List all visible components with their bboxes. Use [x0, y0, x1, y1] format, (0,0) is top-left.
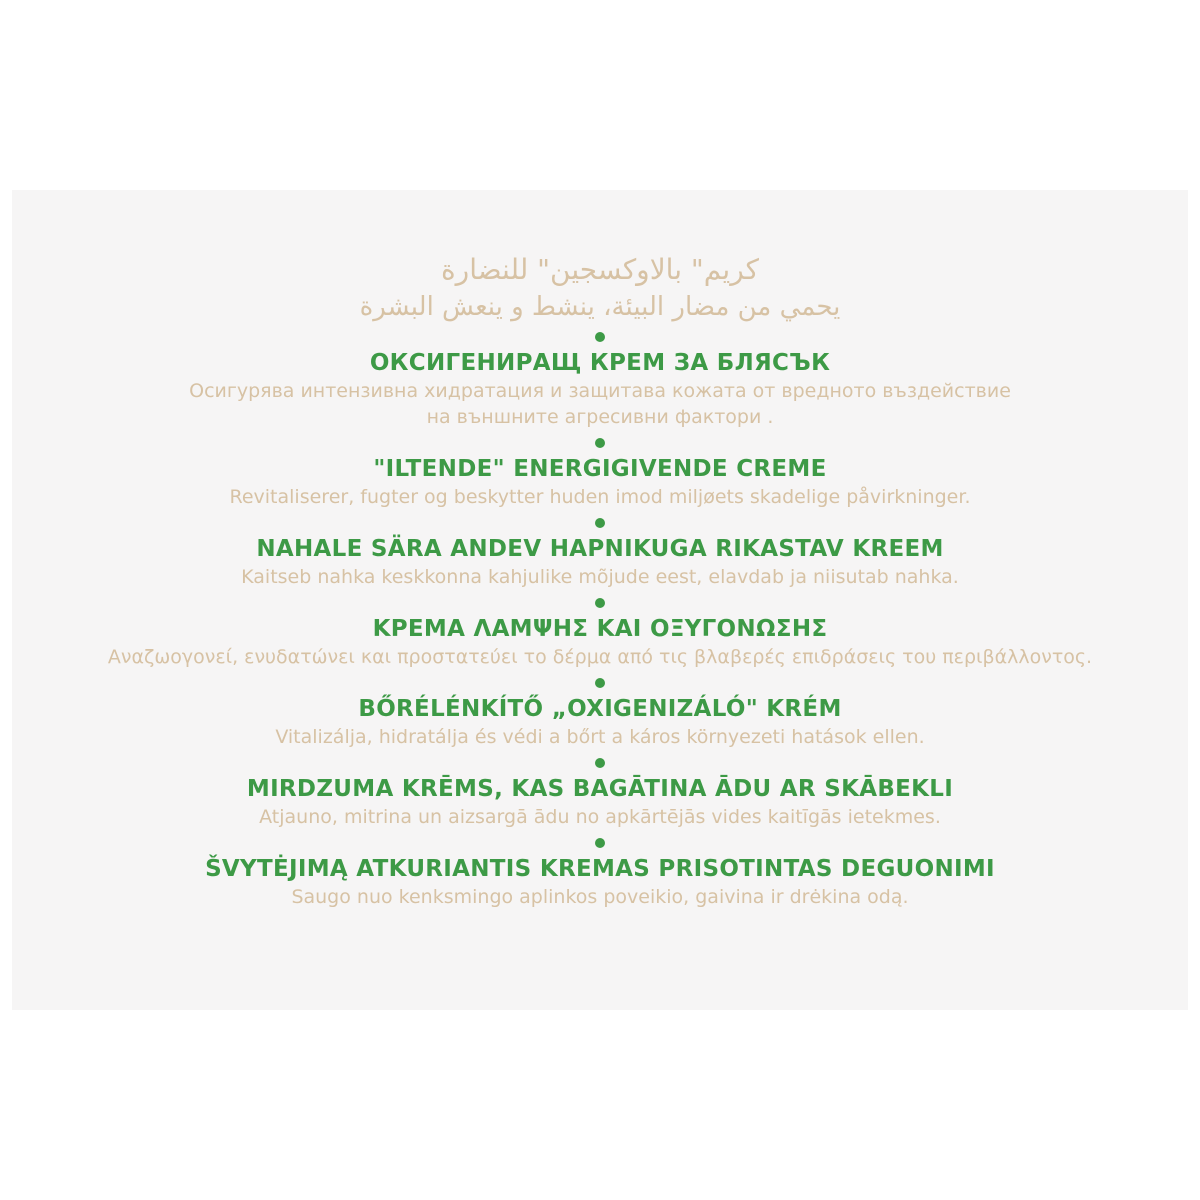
- bullet-dot-icon: [595, 598, 605, 608]
- label-content: [12, 250, 1188, 910]
- section-greek: [12, 598, 1188, 670]
- section-estonian: [12, 518, 1188, 590]
- section-latvian: [12, 758, 1188, 830]
- section-description-line: на външните агресивни фактори .: [426, 406, 774, 428]
- section-title: ŠVYTĖJIMĄ ATKURIANTIS KREMAS PRISOTINTAS DEGUONIMI: [205, 856, 995, 882]
- arabic-block: [12, 250, 1188, 324]
- section-description-line: Αναζωογονεί, ενυδατώνει και προστατεύει το δέρμα από τις βλαβερές επιδράσεις του περιβάλλοντος.: [107, 646, 1093, 668]
- bullet-dot-icon: [595, 758, 605, 768]
- section-description-line: Kaitseb nahka keskkonna kahjulike mõjude eest, elavdab ja niisutab nahka.: [241, 566, 959, 588]
- bullet-dot-icon: [595, 438, 605, 448]
- section-bulgarian: [12, 332, 1188, 430]
- arabic-title: كريم" بالاوكسجين" للنضارة: [441, 253, 759, 286]
- section-title: MIRDZUMA KRĒMS, KAS BAGĀTINA ĀDU AR SKĀBEKLI: [246, 776, 954, 802]
- section-description-line: Atjauno, mitrina un aizsargā ādu no apkārtējās vides kaitīgās ietekmes.: [259, 806, 941, 828]
- section-description-line: Saugo nuo kenksmingo aplinkos poveikio, gaivina ir drėkina odą.: [291, 886, 909, 908]
- section-title: ОКСИГЕНИРАЩ КРЕМ ЗА БЛЯСЪК: [369, 350, 831, 376]
- bullet-dot-icon: [595, 838, 605, 848]
- section-title: BŐRÉLÉNKÍTŐ „OXIGENIZÁLÓ" KRÉM: [358, 696, 842, 722]
- section-lithuanian: [12, 838, 1188, 910]
- section-danish: [12, 438, 1188, 510]
- arabic-description: يحمي من مضار البيئة، ينشط و ينعش البشرة: [359, 292, 841, 322]
- bullet-dot-icon: [595, 678, 605, 688]
- bullet-dot-icon: [595, 518, 605, 528]
- bullet-dot-icon: [595, 332, 605, 342]
- section-description-line: Vitalizálja, hidratálja és védi a bőrt a káros környezeti hatások ellen.: [275, 726, 925, 748]
- section-title: ΚΡΕΜΑ ΛΑΜΨΗΣ ΚΑΙ ΟΞΥΓΟΝΩΣΗΣ: [372, 616, 828, 642]
- section-title: "ILTENDE" ENERGIGIVENDE CREME: [373, 456, 827, 482]
- section-description-line: Revitaliserer, fugter og beskytter huden imod miljøets skadelige påvirkninger.: [229, 486, 971, 508]
- product-label-card: [12, 190, 1188, 1010]
- section-title: NAHALE SÄRA ANDEV HAPNIKUGA RIKASTAV KREEM: [256, 536, 944, 562]
- section-description-line: Осигурява интензивна хидратация и защитава кожата от вредното въздействие: [189, 380, 1011, 402]
- section-hungarian: [12, 678, 1188, 750]
